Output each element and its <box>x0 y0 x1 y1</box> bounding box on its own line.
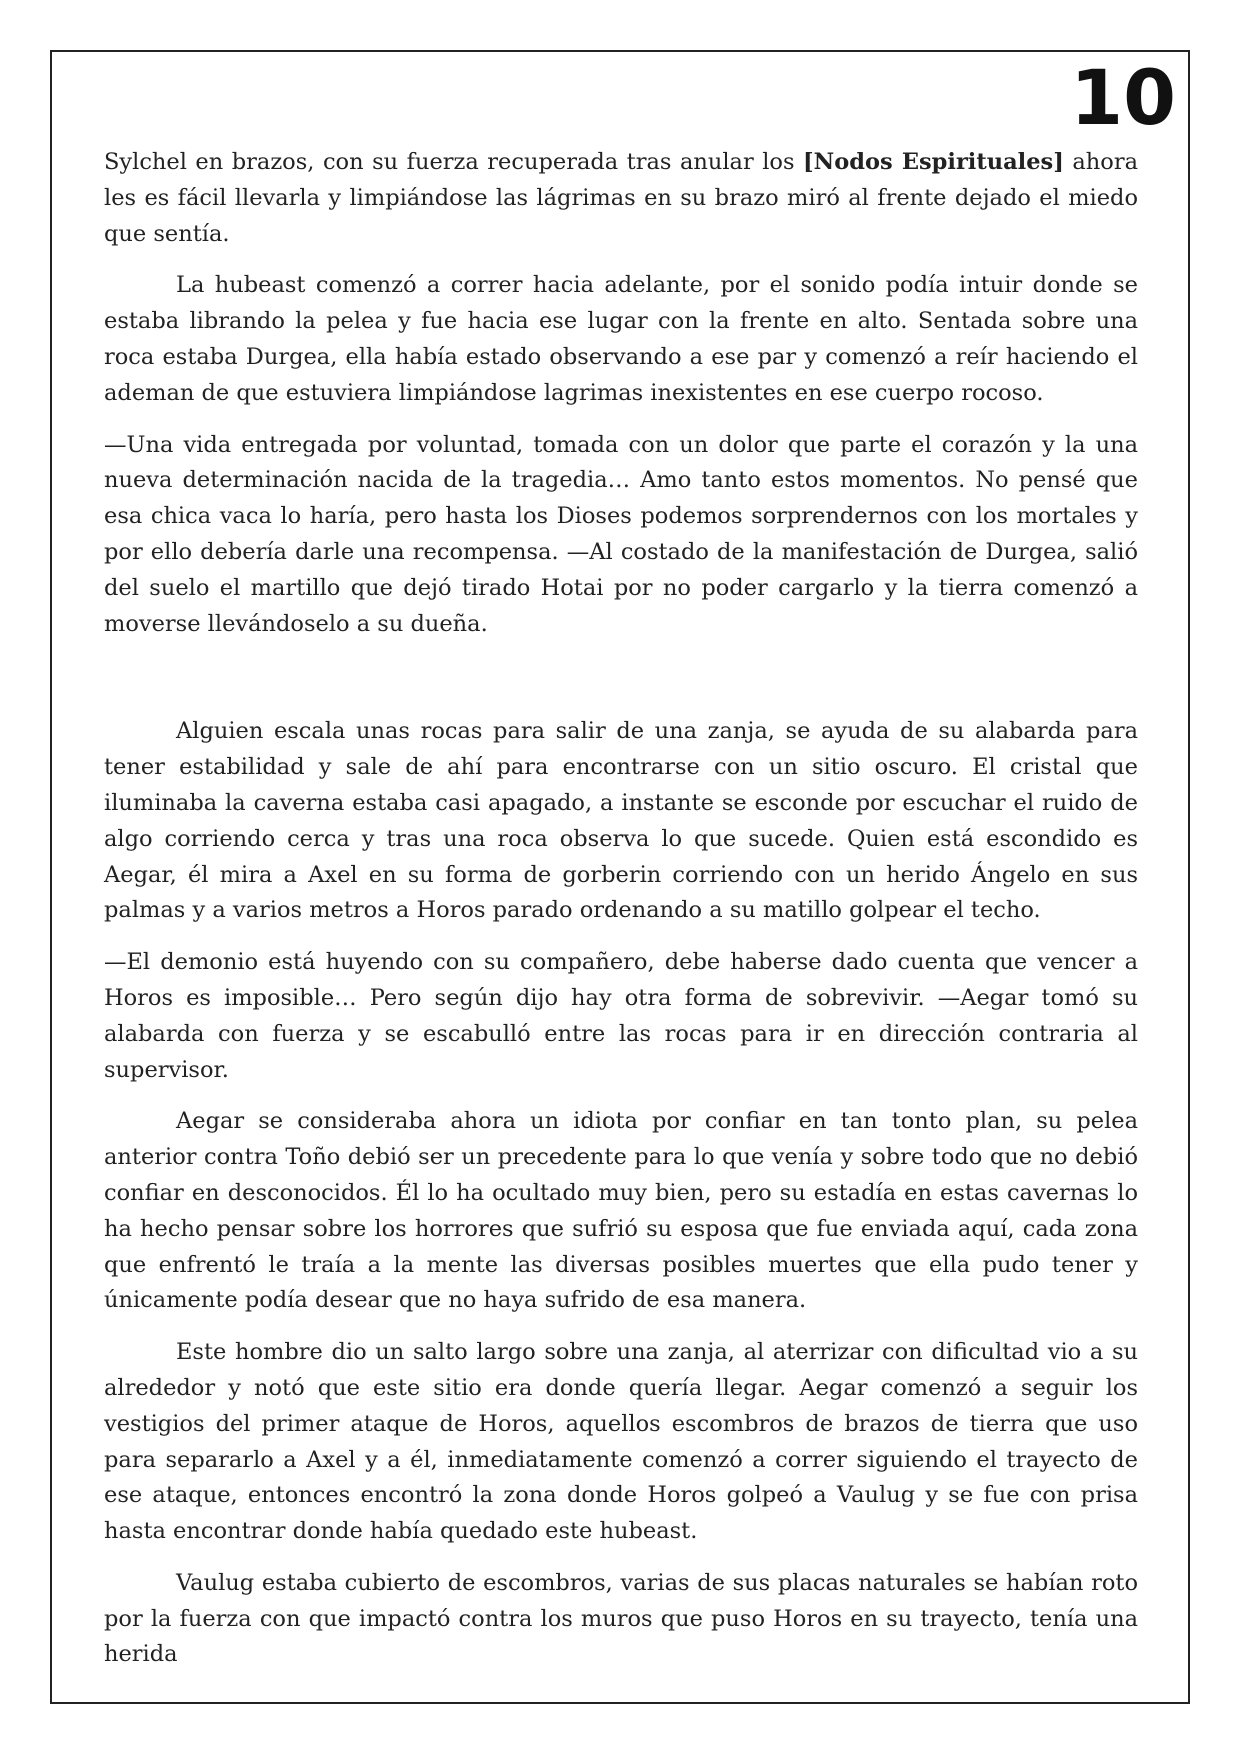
paragraph-3-dialogue: —Una vida entregada por voluntad, tomada con un dolor que parte el corazón y la una nueva determinación nacida de la tragedia… Amo tanto estos momentos. No pensé que esa chica vaca lo haría, pero hasta los Dioses podemos sorprendernos con los mortales y por ello debería darle una recompensa. —Al costado de la manifestación de Durgea, salió del suelo el martillo que dejó tirado Hotai por no poder cargarlo y la tierra comenzó a moverse llevándoselo a su dueña. <box>104 431 1138 637</box>
body-text <box>104 145 1138 1689</box>
paragraph-8: Vaulug estaba cubierto de escombros, varias de sus placas naturales se habían roto por la fuerza con que impactó contra los muros que puso Horos en su trayecto, tenía una herida <box>104 1569 1138 1668</box>
paragraph-6: Aegar se consideraba ahora un idiota por confiar en tan tonto plan, su pelea anterior contra Toño debió ser un precedente para lo que venía y sobre todo que no debió confiar en desconocidos. Él lo ha ocultado muy bien, pero su estadía en estas cavernas lo ha hecho pensar sobre los horrores que sufrió su esposa que fue enviada aquí, cada zona que enfrentó le traía a la mente las diversas posibles muertes que ella pudo tener y únicamente podía desear que no haya sufrido de esa manera. <box>104 1108 1138 1314</box>
paragraph-2: La hubeast comenzó a correr hacia adelante, por el sonido podía intuir donde se estaba librando la pelea y fue hacia ese lugar con la frente en alto. Sentada sobre una roca estaba Durgea, ella había estado observando a ese par y comenzó a reír haciendo el ademan de que estuviera limpiándose lagrimas inexistentes en ese cuerpo rocoso. <box>104 272 1138 406</box>
page-number: 10 <box>1070 53 1176 142</box>
paragraph-7: Este hombre dio un salto largo sobre una zanja, al aterrizar con dificultad vio a su alrededor y notó que este sitio era donde quería llegar. Aegar comenzó a seguir los vestigios del primer ataque de Horos, aquellos escombros de brazos de tierra que uso para separarlo a Axel y a él, inmediatamente comenzó a correr siguiendo el trayecto de ese ataque, entonces encontró la zona donde Horos golpeó a Vaulug y se fue con prisa hasta encontrar donde había quedado este hubeast. <box>104 1339 1138 1545</box>
paragraph-1-text-start: Sylchel en brazos, con su fuerza recuperada tras anular los <box>104 149 804 175</box>
nodos-espirituales-term: [Nodos Espirituales] <box>803 149 1064 175</box>
paragraph-4: Alguien escala unas rocas para salir de una zanja, se ayuda de su alabarda para tener estabilidad y sale de ahí para encontrarse con un sitio oscuro. El cristal que iluminaba la caverna estaba casi apagado, a instante se esconde por escuchar el ruido de algo corriendo cerca y tras una roca observa lo que sucede. Quien está escondido es Aegar, él mira a Axel en su forma de gorberin corriendo con un herido Ángelo en sus palmas y a varios metros a Horos parado ordenando a su matillo golpear el techo. <box>104 718 1138 924</box>
paragraph-1-text-end: ahora les es fácil llevarla y limpiándose las lágrimas en su brazo miró al frente dejado el miedo que sentía. <box>104 149 1138 247</box>
paragraph-1 <box>104 145 1138 252</box>
paragraph-5-dialogue: —El demonio está huyendo con su compañero, debe haberse dado cuenta que vencer a Horos es imposible… Pero según dijo hay otra forma de sobrevivir. —Aegar tomó su alabarda con fuerza y se escabulló entre las rocas para ir en dirección contraria al supervisor. <box>104 949 1138 1083</box>
